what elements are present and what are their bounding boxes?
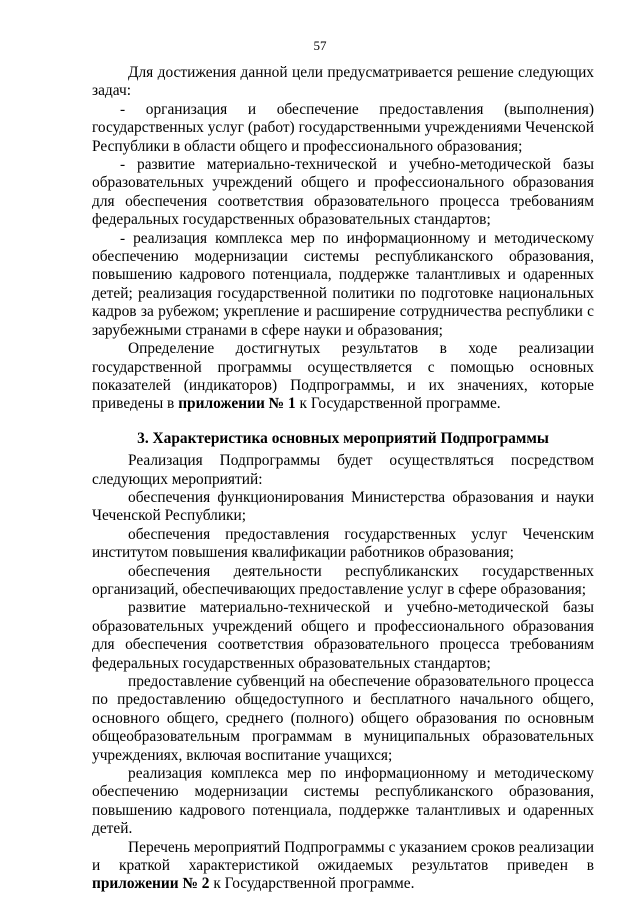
- task-item: - реализация комплекса мер по информационному и методическому обеспечению модернизации системы республиканского образования, повышению кадрового потенциала, поддержке талантливых и одаренных детей; реализация государственной политики по подготовке национальных кадров за рубежом; укрепление и расширение сотрудничества республики с зарубежными странами в сфере науки и образования;: [92, 229, 594, 339]
- task-item: - организация и обеспечение предоставления (выполнения) государственных услуг (работ) государственными учреждениями Чеченской Республики в области общего и профессионального образования;: [92, 100, 594, 155]
- measure-item: предоставление субвенций на обеспечение образовательного процесса по предоставлению общедоступного и бесплатного начального общего, основного общего, среднего (полного) общего образования по основным общеобразовательным программам в муниципальных образовательных учреждениях, включая воспитание учащихся;: [92, 673, 594, 764]
- measure-item: обеспечения функционирования Министерства образования и науки Чеченской Республики;: [92, 488, 594, 525]
- closing-text-end: к Государственной программе.: [209, 875, 415, 893]
- measure-item: обеспечения предоставления государственных услуг Чеченским институтом повышения квалификации работников образования;: [92, 525, 594, 562]
- closing-paragraph: [92, 839, 594, 894]
- document-body: [92, 64, 594, 894]
- section-heading: 3. Характеристика основных мероприятий Подпрограммы: [137, 429, 549, 447]
- appendix-1-reference: приложении № 1: [178, 395, 296, 413]
- measure-item: реализация комплекса мер по информационному и методическому обеспечению модернизации системы республиканского образования, повышению кадрового потенциала, поддержке талантливых и одаренных детей.: [92, 765, 594, 838]
- measures-intro-paragraph: Реализация Подпрограммы будет осуществляться посредством следующих мероприятий:: [92, 452, 594, 488]
- appendix-2-reference: приложении № 2: [92, 875, 210, 893]
- results-paragraph: [92, 340, 594, 414]
- measure-item: обеспечения деятельности республиканских государственных организаций, обеспечивающих предоставление услуг в сфере образования;: [92, 562, 594, 598]
- measure-item: развитие материально-технической и учебно-методической базы образовательных учреждений общего и профессионального образования для обеспечения соответствия образовательного процесса требованиям федеральных государственных образовательных стандартов;: [92, 599, 594, 672]
- results-text-end: к Государственной программе.: [295, 395, 501, 413]
- results-text: Определение достигнутых результатов в ходе реализации государственной программы осуществляется с помощью основных показателей (индикаторов) Подпрограммы, и их значениях, которые приведены в: [92, 340, 594, 413]
- task-item: - развитие материально-технической и учебно-методической базы образовательных учреждений общего и профессионального образования для обеспечения соответствия образовательного процесса требованиям федеральных государственных образовательных стандартов;: [92, 156, 594, 229]
- closing-text: Перечень мероприятий Подпрограммы с указанием сроков реализации и краткой характеристикой ожидаемых результатов приведен в: [92, 838, 594, 875]
- page-number: 57: [313, 38, 327, 53]
- tasks-intro-paragraph: Для достижения данной цели предусматривается решение следующих задач:: [92, 64, 594, 100]
